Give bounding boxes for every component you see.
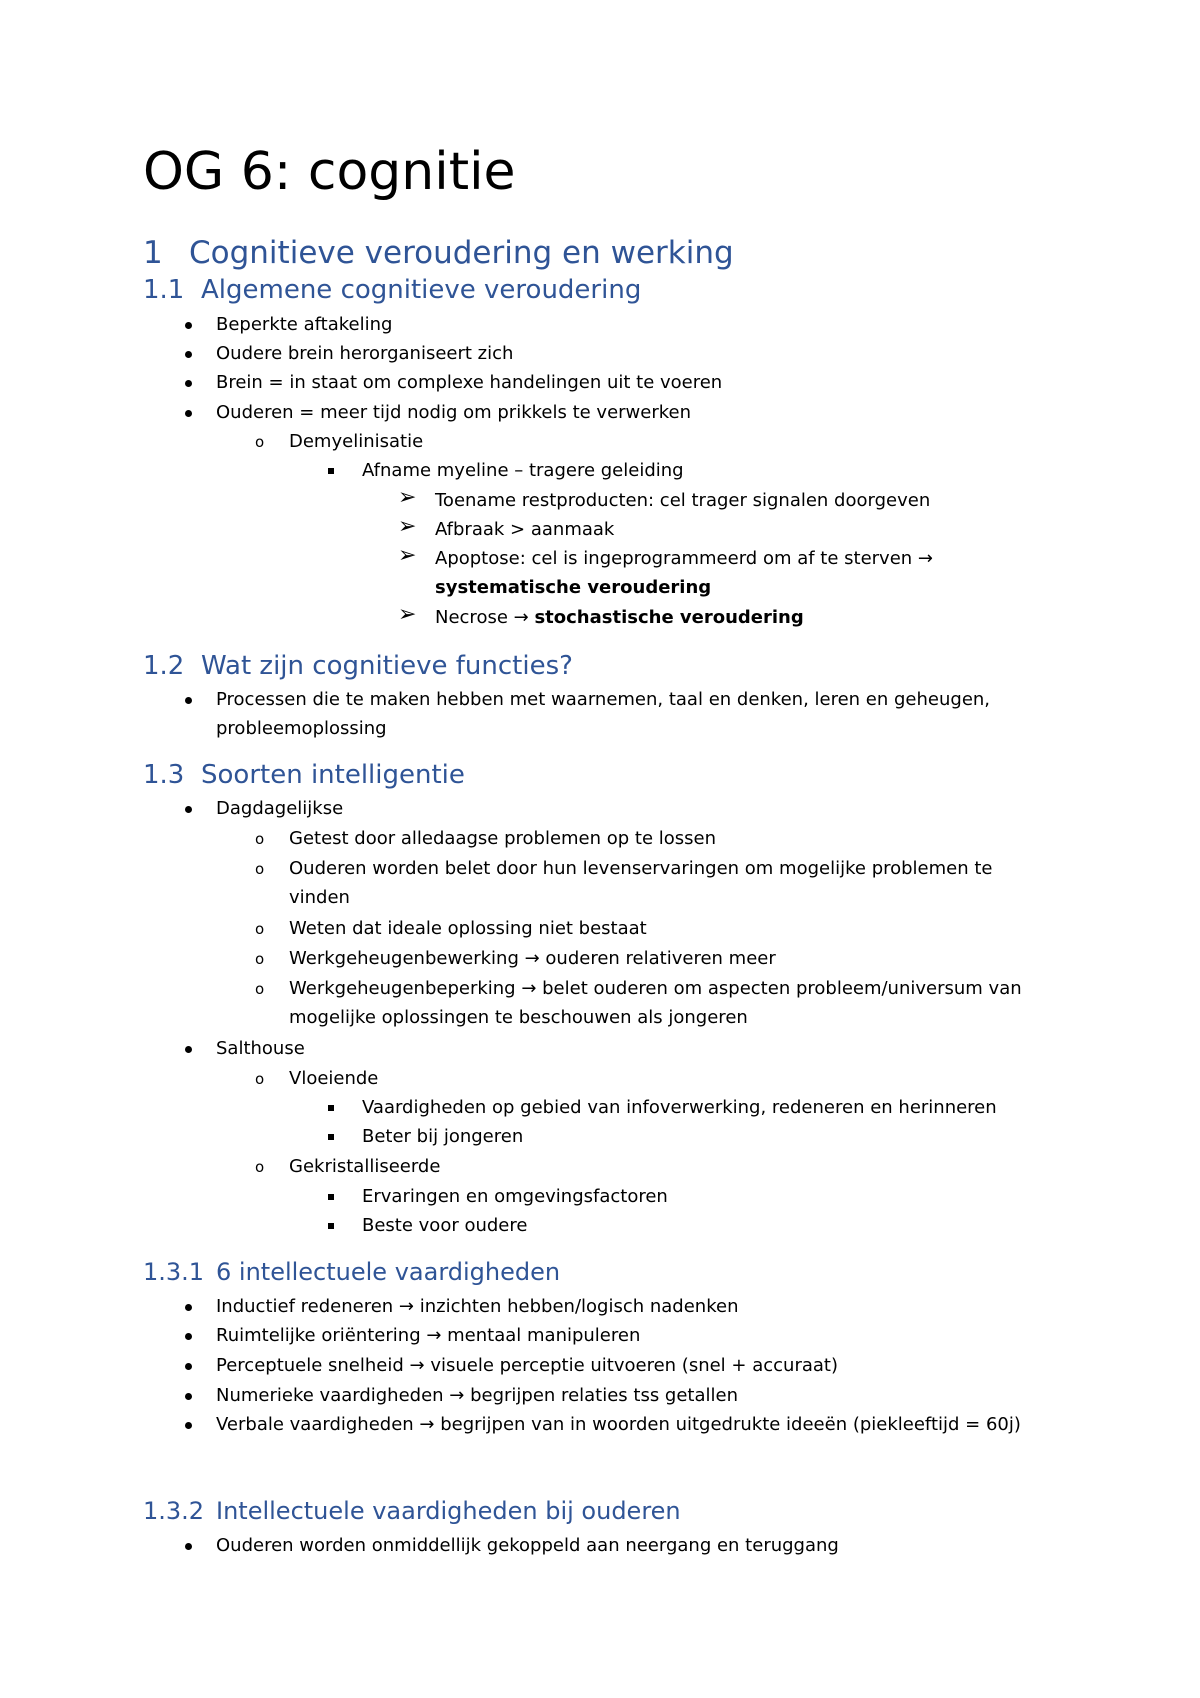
list-item: Numerieke vaardigheden → begrijpen relaties tss getallen <box>216 1385 739 1406</box>
heading-number: 1.3.2 <box>143 1497 205 1525</box>
heading-number: 1.3 <box>143 760 185 790</box>
document-title: OG 6: cognitie <box>143 142 516 202</box>
heading-1-1 <box>143 274 641 306</box>
bold-term: stochastische veroudering <box>534 607 804 628</box>
list-item: Beperkte aftakeling <box>216 314 393 335</box>
bullet-dot <box>185 322 192 329</box>
heading-1-2 <box>143 650 573 682</box>
circle-bullet-icon: o <box>255 830 265 848</box>
list-item: Beste voor oudere <box>362 1215 528 1236</box>
circle-bullet-icon: o <box>255 1158 265 1176</box>
list-item: Ervaringen en omgevingsfactoren <box>362 1186 668 1207</box>
list-item: Necrose → stochastische veroudering <box>435 607 804 628</box>
bullet-dot <box>185 806 192 813</box>
arrowhead-bullet-icon: ➢ <box>398 543 417 568</box>
heading-1-3-2 <box>143 1496 681 1526</box>
bullet-dot <box>185 1363 192 1370</box>
list-item: Afname myeline – tragere geleiding <box>362 460 684 481</box>
heading-text: Wat zijn cognitieve functies? <box>201 651 573 681</box>
list-item: Ouderen = meer tijd nodig om prikkels te verwerken <box>216 402 692 423</box>
list-item: Apoptose: cel is ingeprogrammeerd om af te sterven → <box>435 548 933 569</box>
square-bullet-icon <box>328 1223 334 1229</box>
list-item: Ruimtelijke oriëntering → mentaal manipuleren <box>216 1325 641 1346</box>
square-bullet-icon <box>328 1194 334 1200</box>
list-item: Toename restproducten: cel trager signalen doorgeven <box>435 490 931 511</box>
heading-1 <box>143 234 734 272</box>
circle-bullet-icon: o <box>255 950 265 968</box>
bullet-dot <box>185 1304 192 1311</box>
arrowhead-bullet-icon: ➢ <box>398 514 417 539</box>
bullet-dot <box>185 410 192 417</box>
bullet-dot <box>185 1422 192 1429</box>
bullet-dot <box>185 1543 192 1550</box>
list-item: Weten dat ideale oplossing niet bestaat <box>289 918 647 939</box>
heading-text: Intellectuele vaardigheden bij ouderen <box>216 1497 681 1525</box>
list-item: Perceptuele snelheid → visuele perceptie uitvoeren (snel + accuraat) <box>216 1355 838 1376</box>
list-item-continuation: mogelijke oplossingen te beschouwen als jongeren <box>289 1007 748 1028</box>
heading-text: Algemene cognitieve veroudering <box>201 275 642 305</box>
square-bullet-icon <box>328 1134 334 1140</box>
list-item: Dagdagelijkse <box>216 798 344 819</box>
bullet-dot <box>185 1046 192 1053</box>
list-item: Salthouse <box>216 1038 305 1059</box>
list-item: Inductief redeneren → inzichten hebben/logisch nadenken <box>216 1296 739 1317</box>
list-item: Ouderen worden onmiddellijk gekoppeld aan neergang en teruggang <box>216 1535 839 1556</box>
heading-number: 1.2 <box>143 651 185 681</box>
heading-text: Soorten intelligentie <box>201 760 465 790</box>
circle-bullet-icon: o <box>255 920 265 938</box>
circle-bullet-icon: o <box>255 433 265 451</box>
list-item-continuation: probleemoplossing <box>216 718 387 739</box>
list-item: Vloeiende <box>289 1068 379 1089</box>
list-item: Vaardigheden op gebied van infoverwerking, redeneren en herinneren <box>362 1097 997 1118</box>
square-bullet-icon <box>328 468 334 474</box>
bullet-dot <box>185 351 192 358</box>
list-item: Verbale vaardigheden → begrijpen van in woorden uitgedrukte ideeën (piekleeftijd = 60j) <box>216 1414 1021 1435</box>
list-item: Werkgeheugenbeperking → belet ouderen om aspecten probleem/universum van <box>289 978 1022 999</box>
list-item: Processen die te maken hebben met waarnemen, taal en denken, leren en geheugen, <box>216 689 991 710</box>
bullet-dot <box>185 697 192 704</box>
circle-bullet-icon: o <box>255 860 265 878</box>
list-item: Demyelinisatie <box>289 431 424 452</box>
list-item-continuation: vinden <box>289 887 350 908</box>
list-item: Ouderen worden belet door hun levenservaringen om mogelijke problemen te <box>289 858 993 879</box>
heading-number: 1.3.1 <box>143 1258 205 1286</box>
list-item: Beter bij jongeren <box>362 1126 524 1147</box>
bullet-dot <box>185 1393 192 1400</box>
bullet-dot <box>185 1333 192 1340</box>
heading-number: 1.1 <box>143 275 185 305</box>
list-item: Gekristalliseerde <box>289 1156 441 1177</box>
heading-1-3 <box>143 759 465 791</box>
list-item: Afbraak > aanmaak <box>435 519 615 540</box>
heading-number: 1 <box>143 235 163 271</box>
heading-1-3-1 <box>143 1257 560 1287</box>
list-item: Oudere brein herorganiseert zich <box>216 343 514 364</box>
list-item: Werkgeheugenbewerking → ouderen relativeren meer <box>289 948 776 969</box>
heading-text: 6 intellectuele vaardigheden <box>216 1258 561 1286</box>
bullet-dot <box>185 380 192 387</box>
heading-text: Cognitieve veroudering en werking <box>189 235 734 271</box>
circle-bullet-icon: o <box>255 980 265 998</box>
bold-term: systematische veroudering <box>435 577 712 598</box>
circle-bullet-icon: o <box>255 1070 265 1088</box>
arrowhead-bullet-icon: ➢ <box>398 485 417 510</box>
arrowhead-bullet-icon: ➢ <box>398 602 417 627</box>
list-item: Brein = in staat om complexe handelingen uit te voeren <box>216 372 723 393</box>
square-bullet-icon <box>328 1105 334 1111</box>
list-item: Getest door alledaagse problemen op te lossen <box>289 828 717 849</box>
